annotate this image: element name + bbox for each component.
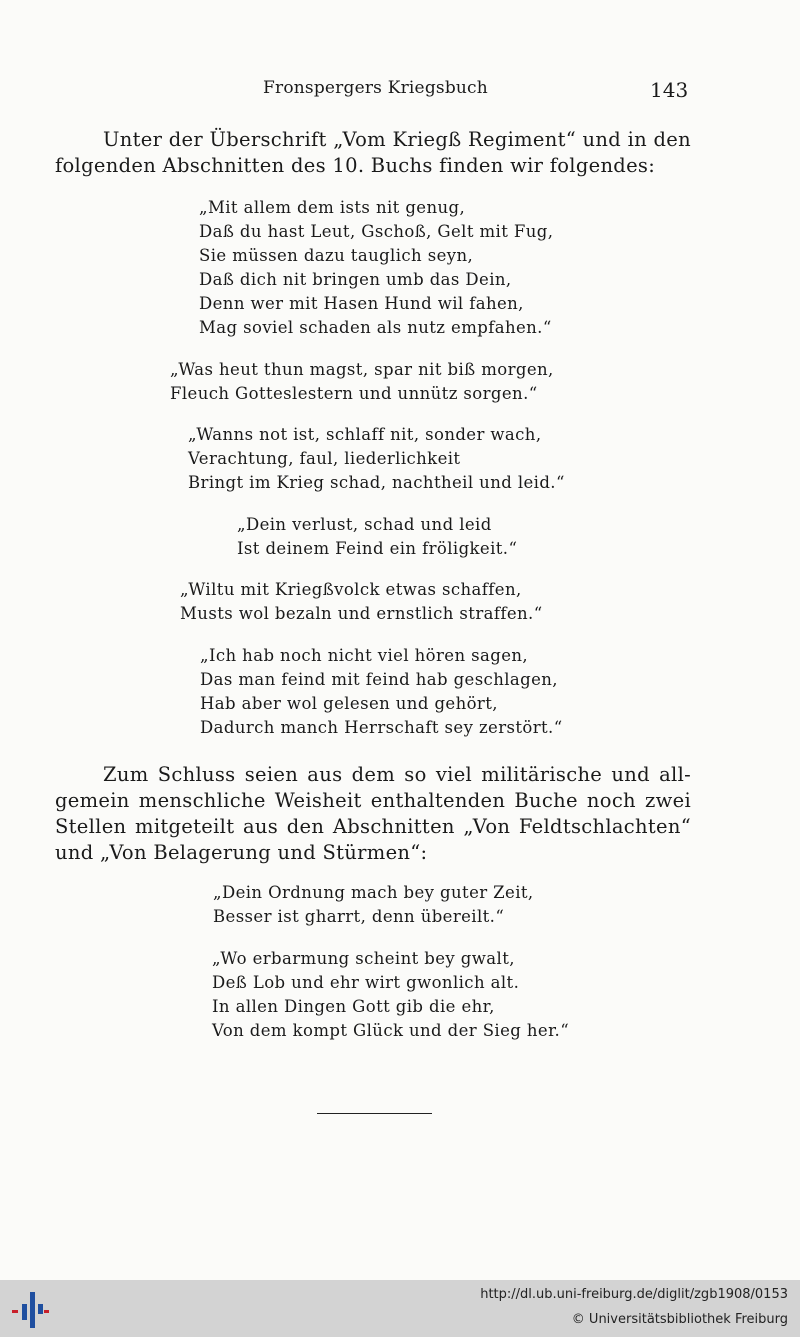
verse-line: Bringt im Krieg schad, nachtheil und leid.“ [188, 473, 565, 492]
verse-block [180, 578, 543, 626]
verse-line: Denn wer mit Hasen Hund wil fahen, [199, 294, 524, 313]
verse-line: Deß Lob und ehr wirt gwonlich alt. [212, 973, 520, 992]
verse-line: Daß dich nit bringen umb das Dein, [199, 270, 512, 289]
end-rule [317, 1113, 432, 1114]
intro-paragraph [55, 127, 691, 179]
closing-line-4: und „Von Belagerung und Stürmen“: [55, 841, 428, 864]
intro-line-1: Unter der Überschrift „Vom Kriegß Regiment“ und in den [103, 128, 691, 151]
verse-line: „Dein verlust, schad und leid [237, 515, 492, 534]
verse-line: Daß du hast Leut, Gschoß, Gelt mit Fug, [199, 222, 554, 241]
verse-line: Verachtung, faul, liederlichkeit [188, 449, 461, 468]
intro-line-2: folgenden Abschnitten des 10. Buchs finden wir folgendes: [55, 154, 656, 177]
verse-block [213, 881, 534, 929]
closing-paragraph [55, 762, 691, 866]
verse-block [212, 947, 569, 1043]
footer-bar [0, 1280, 800, 1337]
verse-block [200, 644, 563, 740]
verse-line: Musts wol bezaln und ernstlich straffen.“ [180, 604, 543, 623]
verse-block [199, 196, 553, 340]
verse-line: Das man feind mit feind hab geschlagen, [200, 670, 558, 689]
source-url-link[interactable]: http://dl.ub.uni-freiburg.de/diglit/zgb1908/0153 [480, 1287, 788, 1302]
verse-line: „Wo erbarmung scheint bey gwalt, [212, 949, 515, 968]
verse-line: Fleuch Gotteslestern und unnütz sorgen.“ [170, 384, 538, 403]
verse-block [188, 423, 565, 495]
verse-line: Ist deinem Feind ein fröligkeit.“ [237, 539, 518, 558]
running-title: Fronspergers Kriegsbuch [263, 78, 488, 98]
verse-line: In allen Dingen Gott gib die ehr, [212, 997, 495, 1016]
copyright-notice: © Universitätsbibliothek Freiburg [571, 1312, 788, 1327]
verse-line: „Was heut thun magst, spar nit biß morgen, [170, 360, 554, 379]
verse-block [170, 358, 554, 406]
verse-line: „Wiltu mit Kriegßvolck etwas schaffen, [180, 580, 522, 599]
verse-line: Dadurch manch Herrschaft sey zerstört.“ [200, 718, 563, 737]
verse-line: Besser ist gharrt, denn übereilt.“ [213, 907, 505, 926]
verse-line: „Dein Ordnung mach bey guter Zeit, [213, 883, 534, 902]
ub-freiburg-logo-icon[interactable] [10, 1290, 50, 1330]
verse-line: „Mit allem dem ists nit genug, [199, 198, 466, 217]
closing-line-3: Stellen mitgeteilt aus den Abschnitten „Von Feldtschlachten“ [55, 815, 691, 838]
verse-block [237, 513, 517, 561]
page-number: 143 [650, 78, 689, 102]
verse-line: Hab aber wol gelesen und gehört, [200, 694, 498, 713]
closing-line-2: gemein menschliche Weisheit enthaltenden Buche noch zwei [55, 789, 691, 812]
verse-line: „Ich hab noch nicht viel hören sagen, [200, 646, 529, 665]
verse-line: Von dem kompt Glück und der Sieg her.“ [212, 1021, 570, 1040]
closing-line-1: Zum Schluss seien aus dem so viel militärische und all- [103, 763, 691, 786]
verse-line: Mag soviel schaden als nutz empfahen.“ [199, 318, 552, 337]
verse-line: Sie müssen dazu tauglich seyn, [199, 246, 474, 265]
verse-line: „Wanns not ist, schlaff nit, sonder wach, [188, 425, 542, 444]
